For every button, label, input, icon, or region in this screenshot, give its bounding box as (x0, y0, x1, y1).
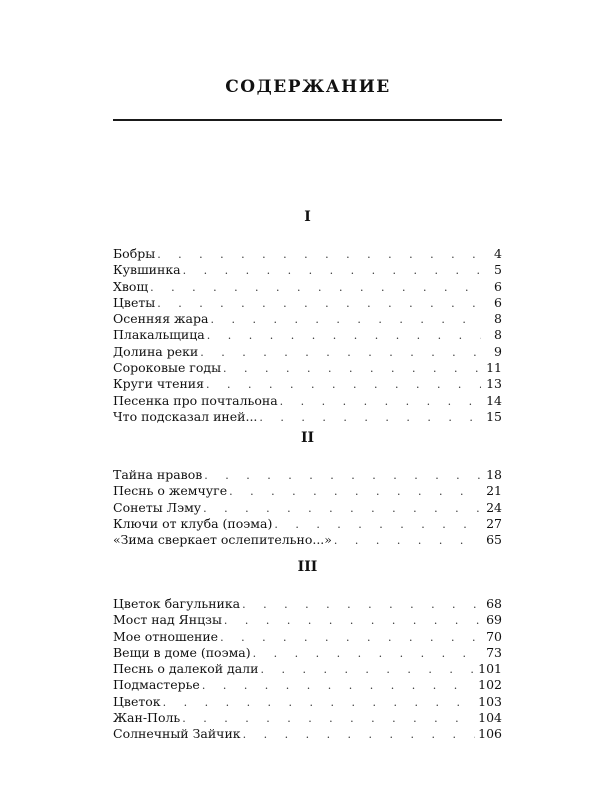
entry-page: 8 (494, 311, 502, 327)
entry-page: 5 (494, 262, 502, 278)
entry-title: Мое отношение (113, 628, 219, 644)
entry-title: Бобры (113, 246, 156, 261)
entry-page: 70 (486, 628, 502, 644)
entry-title: «Зима сверкает ослепительно...» (113, 532, 332, 548)
toc-entry[interactable] (113, 500, 502, 516)
dot-leader (157, 247, 481, 263)
toc-entry[interactable] (113, 516, 502, 532)
entry-page: 21 (486, 483, 502, 499)
entry-title: Тайна нравов (113, 467, 203, 482)
toc-list (113, 596, 502, 743)
entry-page: 73 (486, 644, 502, 660)
dot-leader (182, 711, 475, 727)
toc-entry[interactable] (113, 295, 502, 311)
dot-leader (223, 361, 481, 377)
section-3 (113, 556, 502, 743)
dot-leader (334, 533, 481, 549)
toc-entry[interactable] (113, 726, 502, 742)
dot-leader (206, 377, 481, 393)
dot-leader (242, 597, 481, 613)
entry-page: 69 (486, 612, 502, 628)
entry-title: Вещи в доме (поэма) (113, 644, 251, 660)
entry-page: 14 (486, 392, 502, 408)
toc-list (113, 467, 502, 548)
entry-page: 4 (494, 246, 502, 261)
toc-entry[interactable] (113, 393, 502, 409)
entry-title: Круги чтения (113, 376, 205, 392)
entry-title: Кувшинка (113, 262, 181, 278)
entry-title: Цветок (113, 693, 161, 709)
section-2 (113, 427, 502, 548)
entry-page: 13 (486, 376, 502, 392)
entry-title: Сороковые годы (113, 360, 222, 376)
toc-entry[interactable] (113, 710, 502, 726)
toc-entry[interactable] (113, 629, 502, 645)
entry-page: 6 (494, 294, 502, 310)
entry-title: Ключи от клуба (поэма) (113, 515, 273, 531)
toc-entry[interactable] (113, 483, 502, 499)
toc-entry[interactable] (113, 344, 502, 360)
entry-page: 106 (478, 726, 502, 742)
dot-leader (224, 613, 481, 629)
entry-page: 9 (494, 343, 502, 359)
dot-leader (203, 501, 481, 517)
entry-page: 104 (478, 710, 502, 726)
dot-leader (207, 328, 481, 344)
entry-page: 15 (486, 408, 502, 424)
entry-title: Мост над Янцзы (113, 612, 222, 628)
entry-page: 101 (478, 661, 502, 677)
entry-page: 6 (494, 278, 502, 294)
entry-page: 65 (486, 532, 502, 548)
entry-page: 18 (486, 467, 502, 482)
toc-entry[interactable] (113, 262, 502, 278)
toc-entry[interactable] (113, 612, 502, 628)
toc-entry[interactable] (113, 279, 502, 295)
section-label: II (300, 430, 315, 446)
title-rule (113, 119, 502, 121)
entry-title: Хвощ (113, 278, 149, 294)
entry-title: Солнечный Зайчик (113, 726, 241, 742)
entry-title: Песнь о далекой дали (113, 661, 259, 677)
dot-leader (157, 296, 481, 312)
entry-title: Песенка про почтальона (113, 392, 278, 408)
dot-leader (202, 678, 475, 694)
dot-leader (229, 484, 481, 500)
toc-entry[interactable] (113, 596, 502, 612)
dot-leader (253, 646, 481, 662)
entry-page: 68 (486, 596, 502, 611)
toc-list (113, 246, 502, 425)
entry-title: Осенняя жара (113, 311, 209, 327)
entry-page: 102 (478, 677, 502, 693)
entry-title: Сонеты Лэму (113, 499, 202, 515)
toc-entry[interactable] (113, 467, 502, 483)
section-label: I (304, 209, 311, 225)
entry-title: Что подсказал иней... (113, 408, 258, 424)
dot-leader (243, 727, 476, 743)
entry-page: 27 (486, 515, 502, 531)
dot-leader (163, 695, 476, 711)
toc-entry[interactable] (113, 311, 502, 327)
entry-title: Жан-Поль (113, 710, 181, 726)
dot-leader (260, 662, 475, 678)
toc-entry[interactable] (113, 645, 502, 661)
toc-entry[interactable] (113, 661, 502, 677)
toc-entry[interactable] (113, 376, 502, 392)
entry-page: 103 (478, 693, 502, 709)
page-title: СОДЕРЖАНИЕ (225, 77, 391, 97)
entry-page: 11 (486, 360, 502, 376)
entry-title: Цветы (113, 294, 156, 310)
dot-leader (274, 517, 481, 533)
entry-title: Плакальщица (113, 327, 205, 343)
section-label: III (297, 559, 318, 575)
dot-leader (210, 312, 481, 328)
entry-title: Долина реки (113, 343, 199, 359)
dot-leader (280, 394, 481, 410)
toc-entry[interactable] (113, 327, 502, 343)
dot-leader (183, 263, 481, 279)
dot-leader (204, 468, 481, 484)
entry-title: Подмастерье (113, 677, 200, 693)
section-1 (113, 206, 502, 425)
toc-entry[interactable] (113, 694, 502, 710)
toc-entry[interactable] (113, 246, 502, 262)
dot-leader (259, 410, 481, 426)
dot-leader (220, 630, 481, 646)
entry-page: 24 (486, 499, 502, 515)
toc-entry[interactable] (113, 409, 502, 425)
toc-entry[interactable] (113, 532, 502, 548)
entry-page: 8 (494, 327, 502, 343)
dot-leader (150, 280, 481, 296)
entry-title: Цветок багульника (113, 596, 241, 611)
toc-entry[interactable] (113, 677, 502, 693)
entry-title: Песнь о жемчуге (113, 483, 228, 499)
toc-entry[interactable] (113, 360, 502, 376)
dot-leader (200, 345, 481, 361)
